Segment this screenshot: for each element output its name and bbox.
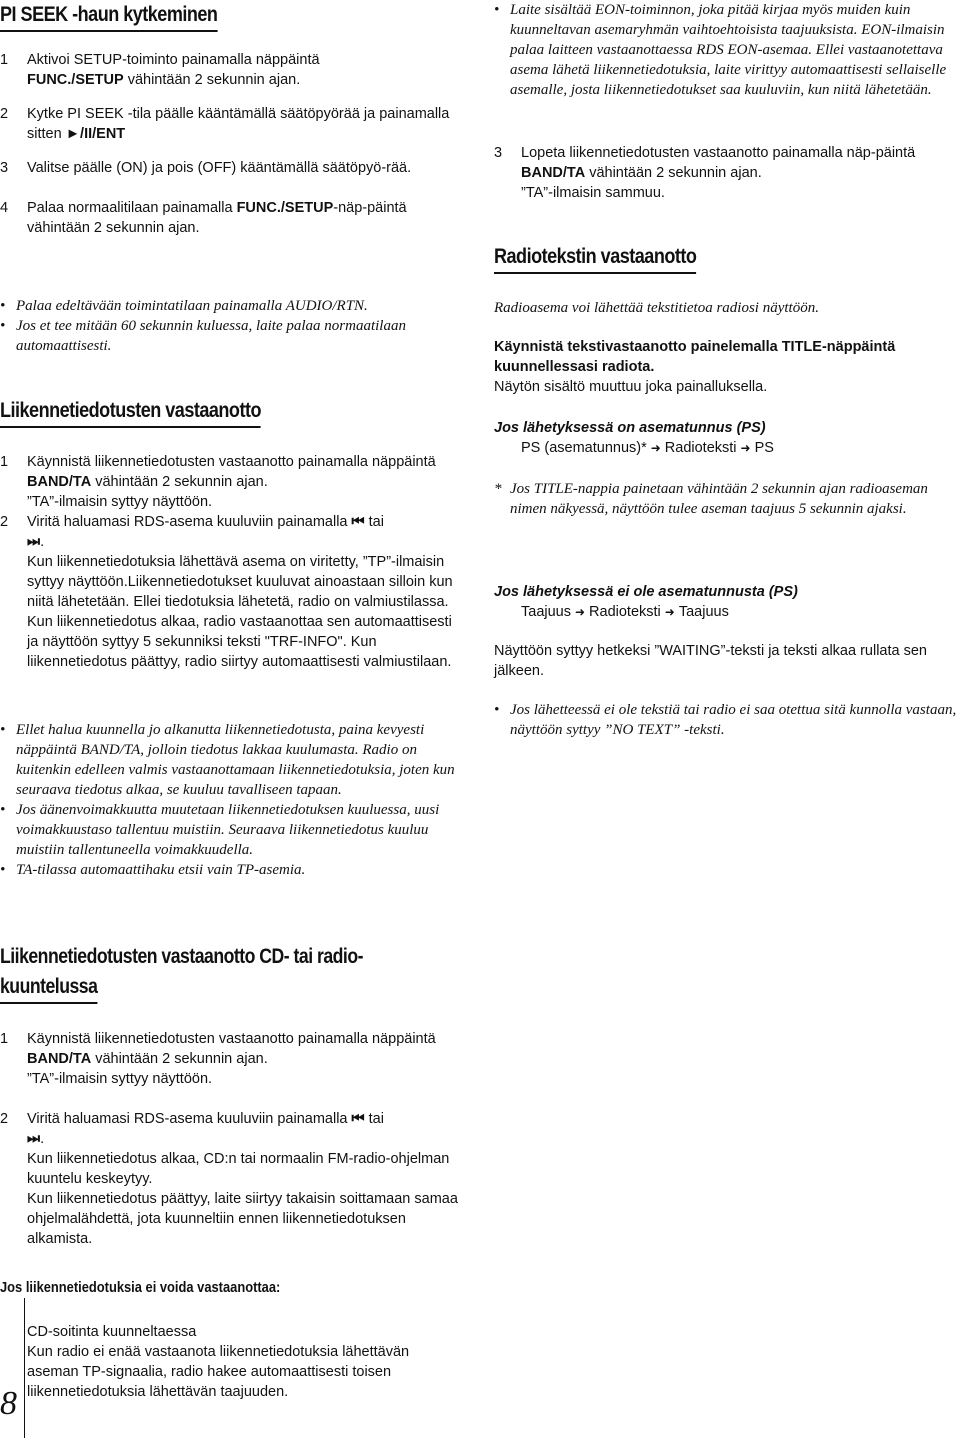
- ps-footnote: * Jos TITLE-nappia painetaan vähintään 2 sekunnin ajan radioaseman nimen näkyessä, näyttöön tulee aseman taajuus 5 sekunnin ajaksi.: [494, 481, 928, 517]
- pi-seek-steps: [0, 50, 462, 238]
- cd-radio-heading-line1: Liikennetiedotusten vastaanotto CD- tai radio-: [0, 945, 363, 968]
- eon-bullet: [494, 0, 960, 100]
- play-pause-enter-key: ►/II/ENT: [65, 126, 126, 142]
- arrow-right-icon: ➜: [650, 441, 661, 455]
- nops-heading: Jos lähetyksessä ei ole asematunnusta (PS): [494, 584, 798, 600]
- radiotext-intro: Radioasema voi lähettää tekstitietoa radiosi näyttöön.: [494, 300, 819, 316]
- list-item: • Laite sisältää EON-toiminnon, joka pitää kirjaa myös muiden kuin kuunneltavan asemaryhmän vaihtoehtoisista taajuuksista. EON-ilmaisin palaa laitteen vastaanottaessa RDS EON-asemaa. Ellei vastaanotettava asema lähetä liikennetiedotuksia, laite virittyy automaattisesti sellaiselle asemalle, josta liikennetiedotukset saa kuuluviin, kun niitä lähetetään.: [494, 2, 947, 98]
- traffic-step-1: 1 Käynnistä liikennetiedotusten vastaanotto painamalla näppäintä BAND/TA vähintään 2 sekunnin ajan. ”TA”-ilmaisin syttyy näyttöön.: [0, 454, 436, 510]
- list-item: • Jos et tee mitään 60 sekunnin kuluessa, laite palaa normaatilaan automaattisesti.: [0, 318, 406, 354]
- traffic-step-3: 3 Lopeta liikennetiedotusten vastaanotto painamalla näp-päintä BAND/TA vähintään 2 sekunnin ajan. ”TA”-ilmaisin sammuu.: [494, 145, 916, 201]
- traffic-step-2: 2 Viritä haluamasi RDS-asema kuuluviin painamalla ⏮ tai ⏭. Kun liikennetiedotuksia lähettävä asema on viritetty, ”TP”-ilmaisin syttyy näyttöön.Liikennetiedotukset kuuluvat ainoastaan silloin kun niitä lähetetään. Ellei tiedotuksia lähetetä, radio on valmiustilassa. Kun liikennetiedotus alkaa, radio vastaanottaa sen automaattisesti ja näyttöön syttyy 5 sekunniksi teksti "TRF-INFO". Kun liikennetiedotus päättyy, radio siirtyy automaattisesti valmiustilaan.: [0, 514, 453, 670]
- nops-section: [494, 582, 960, 622]
- list-item: • Jos äänenvoimakkuutta muutetaan liikennetiedotuksen kuuluessa, uusi voimakkuustaso tallentuu muistiin. Seuraava liikennetiedotus kuuluu muistiin tallentuneella voimakkuudella.: [0, 802, 440, 858]
- pi-seek-step-4: 4 Palaa normaalitilaan painamalla FUNC./SETUP-näp-päintä vähintään 2 sekunnin ajan.: [0, 200, 407, 236]
- list-item: • Palaa edeltävään toimintatilaan painamalla AUDIO/RTN.: [0, 298, 368, 314]
- pi-seek-heading: PI SEEK -haun kytkeminen: [0, 2, 217, 32]
- pi-seek-step-3: 3 Valitse päälle (ON) ja pois (OFF) kääntämällä säätöpyö-rää.: [0, 160, 412, 176]
- skip-next-icon: ⏭: [27, 534, 41, 550]
- cd-radio-section: [0, 944, 960, 1004]
- skip-previous-icon: ⏮: [351, 1111, 365, 1127]
- waiting-note: Näyttöön syttyy hetkeksi ”WAITING”-teksti ja teksti alkaa rullata sen jälkeen.: [494, 643, 927, 679]
- arrow-right-icon: ➜: [664, 605, 675, 619]
- traffic-heading: Liikennetiedotusten vastaanotto: [0, 398, 261, 428]
- traffic-steps: [0, 452, 462, 672]
- cd-radio-step-2: 2 Viritä haluamasi RDS-asema kuuluviin painamalla ⏮ tai ⏭. Kun liikennetiedotus alkaa, CD:n tai normaalin FM-radio-ohjelman kuuntelu keskeytyy. Kun liikennetiedotus päättyy, laite siirtyy takaisin soittamaan samaa ohjelmalähdettä, jota kuunneltiin ennen liikennetiedotuksen alkamista.: [0, 1111, 458, 1247]
- cd-radio-step-1: 1 Käynnistä liikennetiedotusten vastaanotto painamalla näppäintä BAND/TA vähintään 2 sekunnin ajan. ”TA”-ilmaisin syttyy näyttöön.: [0, 1031, 436, 1087]
- cannot-receive-heading: Jos liikennetiedotuksia ei voida vastaanottaa:: [0, 1279, 281, 1296]
- ps-flow: PS (asematunnus)* ➜ Radioteksti ➜ PS: [521, 440, 774, 456]
- skip-next-icon: ⏭: [27, 1131, 41, 1147]
- pi-seek-bullets: [0, 296, 462, 356]
- radiotext-bullet: [494, 700, 960, 740]
- ps-heading: Jos lähetyksessä on asematunnus (PS): [494, 420, 766, 436]
- pi-seek-step-2: 2 Kytke PI SEEK -tila päälle kääntämällä säätöpyörää ja painamalla sitten ►/II/ENT: [0, 106, 450, 142]
- list-item: • TA-tilassa automaattihaku etsii vain TP-asemia.: [0, 862, 306, 878]
- nops-flow: Taajuus ➜ Radioteksti ➜ Taajuus: [521, 604, 729, 620]
- pi-seek-step-1: 1 Aktivoi SETUP-toiminto painamalla näppäintä FUNC./SETUP vähintään 2 sekunnin ajan.: [0, 52, 320, 88]
- cannot-receive-body: CD-soitinta kuunneltaessa Kun radio ei enää vastaanota liikennetiedotuksia lähettävän aseman TP-signaalia, radio hakee automaattisesti toisen liikennetiedotuksia lähettävän taajuuden.: [27, 1324, 410, 1400]
- arrow-right-icon: ➜: [740, 441, 751, 455]
- cd-radio-heading-line2: kuuntelussa: [0, 974, 97, 1004]
- traffic-bullets: [0, 720, 462, 880]
- radiotext-start: Käynnistä tekstivastaanotto painelemalla TITLE-näppäintä kuunnellessasi radiota. Näytön sisältö muuttuu joka painalluksella.: [494, 339, 896, 395]
- radiotext-heading: Radiotekstin vastaanotto: [494, 244, 696, 274]
- arrow-right-icon: ➜: [574, 605, 586, 619]
- skip-previous-icon: ⏮: [351, 514, 365, 530]
- cd-radio-steps: [0, 1029, 462, 1249]
- list-item: • Ellet halua kuunnella jo alkanutta liikennetiedotusta, paina kevyesti näppäintä BAND/TA, jolloin tiedotus lakkaa kuulumasta. Radio on kuitenkin edelleen valmis vastaanottamaan liikennetiedotuksia, joten kun seuraava tiedotus alkaa, se kuuluu tavalliseen tapaan.: [0, 722, 455, 798]
- list-item: • Jos lähetteessä ei ole tekstiä tai radio ei saa otettua sitä kunnolla vastaan, näyttöön syttyy ”NO TEXT” -teksti.: [494, 702, 957, 738]
- ps-section: [494, 418, 960, 458]
- page-number: 8: [0, 1385, 17, 1422]
- margin-rule: [24, 1298, 25, 1438]
